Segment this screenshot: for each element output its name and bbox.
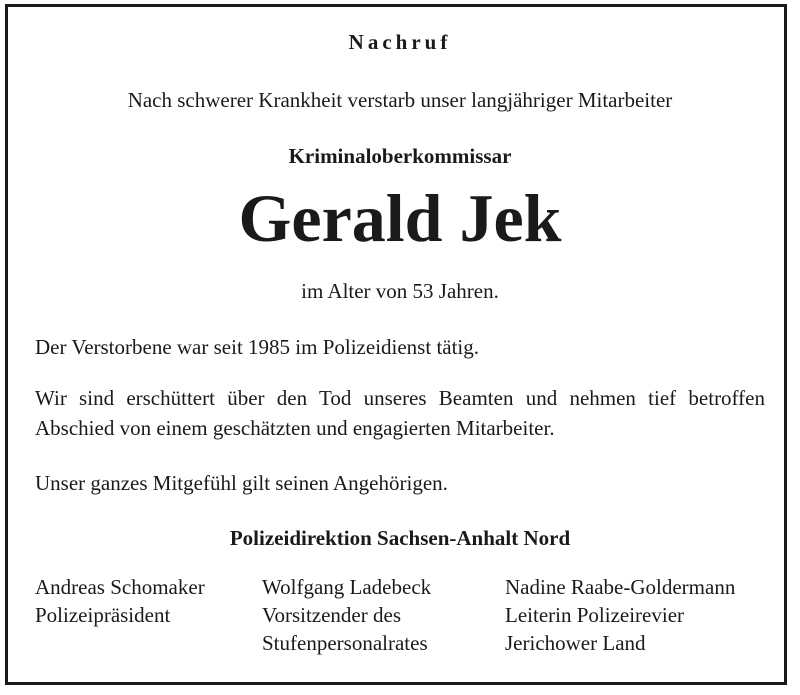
signatory-name: Andreas Schomaker (35, 575, 205, 599)
service-paragraph: Der Verstorbene war seit 1985 im Polizeidienst tätig. (35, 335, 480, 359)
deceased-rank: Kriminaloberkommissar (288, 144, 512, 168)
organization-name: Polizeidirektion Sachsen-Anhalt Nord (229, 526, 571, 550)
signatory-name: Wolfgang Ladebeck (262, 575, 432, 599)
intro-line: Nach schwerer Krankheit verstarb unser langjähriger Mitarbeiter (127, 88, 673, 112)
signatory-title: Polizeipräsident (35, 603, 171, 627)
signatory-2 (262, 573, 431, 657)
deceased-age: im Alter von 53 Jahren. (301, 279, 499, 303)
signatory-1 (35, 573, 205, 629)
signatory-title: Jerichower Land (505, 631, 646, 655)
deceased-name: Gerald Jek (238, 180, 562, 256)
signatory-name: Nadine Raabe-Goldermann (505, 575, 736, 599)
signatory-title: Leiterin Polizeirevier (505, 603, 685, 627)
obituary-heading: Nachruf (348, 30, 452, 54)
signatory-title: Stufenpersonalrates (262, 631, 428, 655)
condolence-paragraph: Wir sind erschüttert über den Tod unseres Beamten und nehmen tief betroffen Abschied von einem geschätzten und engagierten Mitarbeiter. (35, 386, 765, 440)
signatory-3 (505, 573, 735, 657)
sympathy-paragraph: Unser ganzes Mitgefühl gilt seinen Angehörigen. (35, 471, 448, 495)
signatory-title: Vorsitzender des (262, 603, 401, 627)
